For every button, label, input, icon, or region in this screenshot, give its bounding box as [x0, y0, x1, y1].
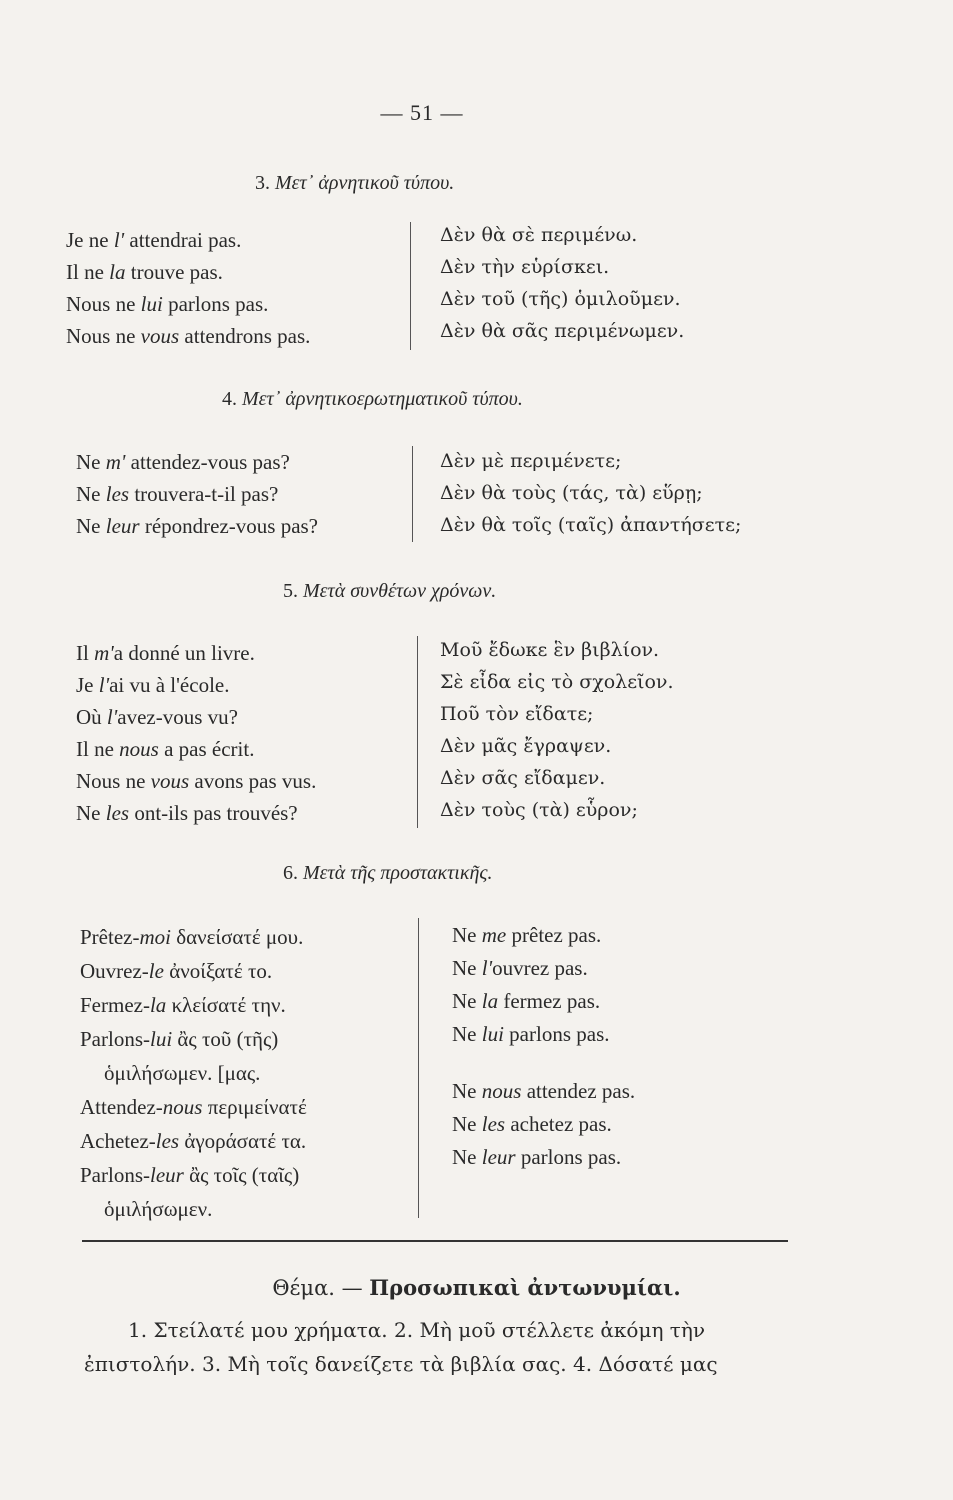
highlighted-pronoun: nous: [481, 1079, 522, 1103]
line-text: Ne: [76, 482, 106, 506]
line-text: a pas écrit.: [158, 737, 255, 761]
theme-label: Θέμα.: [272, 1276, 335, 1300]
highlighted-pronoun: m': [105, 450, 126, 474]
column-divider: [418, 918, 419, 1218]
imperative-line: [80, 927, 303, 948]
negative-imperative-line: [452, 958, 588, 979]
french-line: [76, 516, 318, 537]
greek-line: Δὲν τὴν εὑρίσκει.: [440, 256, 610, 278]
line-text: avons pas vus.: [189, 769, 317, 793]
theme-text-line-2: ἐπιστολήν. 3. Μὴ τοῖς δανείζετε τὰ βιβλία σας. 4. Δόσατέ μας: [84, 1352, 718, 1376]
line-text: Ne: [452, 1112, 482, 1136]
line-text: attendrai pas.: [124, 228, 242, 252]
french-line: [76, 739, 254, 760]
french-line: [76, 803, 298, 824]
line-text: Ne: [452, 989, 482, 1013]
highlighted-pronoun: leur: [105, 514, 140, 538]
highlighted-pronoun: leur: [150, 1163, 184, 1187]
line-text: ouvrez pas.: [492, 956, 588, 980]
french-line: [66, 230, 241, 251]
greek-line: Δὲν σᾶς εἴδαμεν.: [440, 767, 606, 789]
imperative-line: [104, 1063, 260, 1084]
highlighted-pronoun: nous: [162, 1095, 203, 1119]
line-text: Prêtez-: [80, 925, 140, 949]
line-text: Parlons-: [80, 1027, 150, 1051]
line-text: Il ne: [66, 260, 110, 284]
negative-imperative-line: [452, 991, 600, 1012]
line-text: attendez pas.: [521, 1079, 636, 1103]
french-line: [76, 452, 290, 473]
imperative-line: [80, 961, 272, 982]
highlighted-pronoun: la: [109, 260, 126, 284]
highlighted-pronoun: vous: [150, 769, 190, 793]
section-6-title: Μετὰ τῆς προστακτικῆς.: [303, 862, 493, 884]
section-3-title: Μετ᾽ ἀρνητικοῦ τύπου.: [275, 172, 455, 194]
section-3-number: 3.: [255, 172, 270, 194]
line-text: Je: [76, 673, 99, 697]
line-text: ἂς τοῖς (ταῖς): [183, 1163, 300, 1187]
french-line: [76, 771, 316, 792]
greek-line: Ποῦ τὸν εἴδατε;: [440, 703, 594, 725]
negative-imperative-line: [452, 1114, 612, 1135]
line-text: prêtez pas.: [506, 923, 602, 947]
imperative-line: [104, 1199, 212, 1220]
line-text: ἀγοράσατέ τα.: [179, 1129, 307, 1153]
highlighted-pronoun: lui: [140, 292, 163, 316]
column-divider: [410, 222, 411, 350]
line-text: Ne: [452, 923, 482, 947]
theme-heading: [0, 1275, 953, 1300]
line-text: Il: [76, 641, 95, 665]
highlighted-pronoun: le: [148, 959, 164, 983]
negative-imperative-line: [452, 1081, 635, 1102]
page-number: — 51 —: [380, 100, 464, 125]
line-text: ὁμιλήσωμεν.: [104, 1197, 213, 1221]
line-text: Ne: [76, 514, 106, 538]
line-text: Ne: [452, 1145, 482, 1169]
line-text: attendrons pas.: [179, 324, 311, 348]
line-text: Où: [76, 705, 107, 729]
french-line: [76, 484, 278, 505]
highlighted-pronoun: moi: [139, 925, 171, 949]
greek-line: Δὲν μᾶς ἔγραψεν.: [440, 735, 612, 757]
french-line: [66, 262, 223, 283]
highlighted-pronoun: me: [481, 923, 507, 947]
greek-line: Δὲν θὰ σᾶς περιμένωμεν.: [440, 320, 685, 342]
line-text: fermez pas.: [498, 989, 601, 1013]
greek-line: Δὲν θὰ τοὺς (τάς, τὰ) εὕρῃ;: [440, 482, 703, 504]
greek-line: Δὲν τοὺς (τὰ) εὗρον;: [440, 799, 638, 821]
greek-line: Δὲν θὰ τοῖς (ταῖς) ἀπαντήσετε;: [440, 514, 742, 536]
section-5-heading: [283, 580, 496, 603]
french-line: [76, 643, 255, 664]
line-text: parlons pas.: [503, 1022, 610, 1046]
imperative-line: [80, 1131, 306, 1152]
column-divider: [417, 636, 418, 828]
highlighted-pronoun: l': [481, 956, 493, 980]
imperative-line: [80, 1029, 278, 1050]
section-4-heading: [222, 388, 523, 411]
line-text: Je ne: [66, 228, 114, 252]
section-3-heading: [255, 172, 454, 195]
line-text: κλείσατέ την.: [166, 993, 286, 1017]
line-text: ai vu à l'école.: [109, 673, 230, 697]
highlighted-pronoun: les: [105, 801, 130, 825]
section-5-title: Μετὰ συνθέτων χρόνων.: [303, 580, 497, 602]
line-text: Il ne: [76, 737, 120, 761]
horizontal-rule: [82, 1240, 788, 1242]
theme-title: Προσωπικαὶ ἀντωνυμίαι.: [369, 1275, 681, 1300]
french-line: [66, 294, 268, 315]
highlighted-pronoun: l': [106, 705, 118, 729]
negative-imperative-line: [452, 925, 601, 946]
highlighted-pronoun: les: [481, 1112, 506, 1136]
line-text: Ne: [76, 801, 106, 825]
line-text: a donné un livre.: [113, 641, 255, 665]
line-text: Fermez-: [80, 993, 150, 1017]
line-text: répondrez-vous pas?: [139, 514, 319, 538]
line-text: περιμείνατέ: [202, 1095, 307, 1119]
negative-imperative-line: [452, 1024, 610, 1045]
line-text: trouvera-t-il pas?: [129, 482, 279, 506]
line-text: Nous ne: [66, 292, 141, 316]
line-text: parlons pas.: [162, 292, 269, 316]
line-text: δανείσατέ μου.: [170, 925, 304, 949]
imperative-line: [80, 995, 286, 1016]
line-text: Ouvrez-: [80, 959, 149, 983]
highlighted-pronoun: lui: [481, 1022, 504, 1046]
greek-line: Μοῦ ἔδωκε ἓν βιβλίον.: [440, 639, 660, 661]
line-text: Parlons-: [80, 1163, 150, 1187]
section-5-number: 5.: [283, 580, 298, 602]
greek-line: Δὲν μὲ περιμένετε;: [440, 450, 622, 472]
line-text: parlons pas.: [515, 1145, 622, 1169]
french-line: [66, 326, 310, 347]
column-divider: [412, 446, 413, 542]
line-text: ἀνοίξατέ το.: [163, 959, 273, 983]
french-line: [76, 675, 229, 696]
line-text: trouve pas.: [125, 260, 223, 284]
section-4-number: 4.: [222, 388, 237, 410]
line-text: Achetez-: [80, 1129, 156, 1153]
imperative-line: [80, 1097, 307, 1118]
section-6-heading: [283, 862, 492, 885]
greek-line: Σὲ εἶδα εἰς τὸ σχολεῖον.: [440, 671, 674, 693]
line-text: Nous ne: [66, 324, 141, 348]
section-4-title: Μετ᾽ ἀρνητικοερωτηματικοῦ τύπου.: [242, 388, 523, 410]
highlighted-pronoun: les: [155, 1129, 180, 1153]
greek-line: Δὲν τοῦ (τῆς) ὁμιλοῦμεν.: [440, 288, 681, 310]
greek-line: Δὲν θὰ σὲ περιμένω.: [440, 224, 638, 246]
line-text: attendez-vous pas?: [125, 450, 290, 474]
french-line: [76, 707, 238, 728]
line-text: ὁμιλήσωμεν. [μας.: [104, 1061, 261, 1085]
line-text: ont-ils pas trouvés?: [129, 801, 298, 825]
highlighted-pronoun: l': [98, 673, 110, 697]
highlighted-pronoun: m': [94, 641, 114, 665]
line-text: ἂς τοῦ (τῆς): [172, 1027, 279, 1051]
highlighted-pronoun: la: [481, 989, 499, 1013]
theme-dash: —: [334, 1276, 370, 1300]
section-6-number: 6.: [283, 862, 298, 884]
highlighted-pronoun: vous: [140, 324, 180, 348]
line-text: Ne: [452, 956, 482, 980]
line-text: Ne: [76, 450, 106, 474]
theme-text-line-1: 1. Στείλατέ μου χρήματα. 2. Μὴ μοῦ στέλλετε ἀκόμη τὴν: [128, 1318, 705, 1342]
imperative-line: [80, 1165, 299, 1186]
highlighted-pronoun: lui: [150, 1027, 173, 1051]
line-text: avez-vous vu?: [117, 705, 238, 729]
highlighted-pronoun: la: [149, 993, 167, 1017]
highlighted-pronoun: leur: [481, 1145, 516, 1169]
highlighted-pronoun: l': [113, 228, 125, 252]
line-text: Attendez-: [80, 1095, 163, 1119]
line-text: achetez pas.: [505, 1112, 612, 1136]
negative-imperative-line: [452, 1147, 621, 1168]
line-text: Nous ne: [76, 769, 151, 793]
highlighted-pronoun: les: [105, 482, 130, 506]
line-text: Ne: [452, 1079, 482, 1103]
highlighted-pronoun: nous: [119, 737, 159, 761]
line-text: Ne: [452, 1022, 482, 1046]
